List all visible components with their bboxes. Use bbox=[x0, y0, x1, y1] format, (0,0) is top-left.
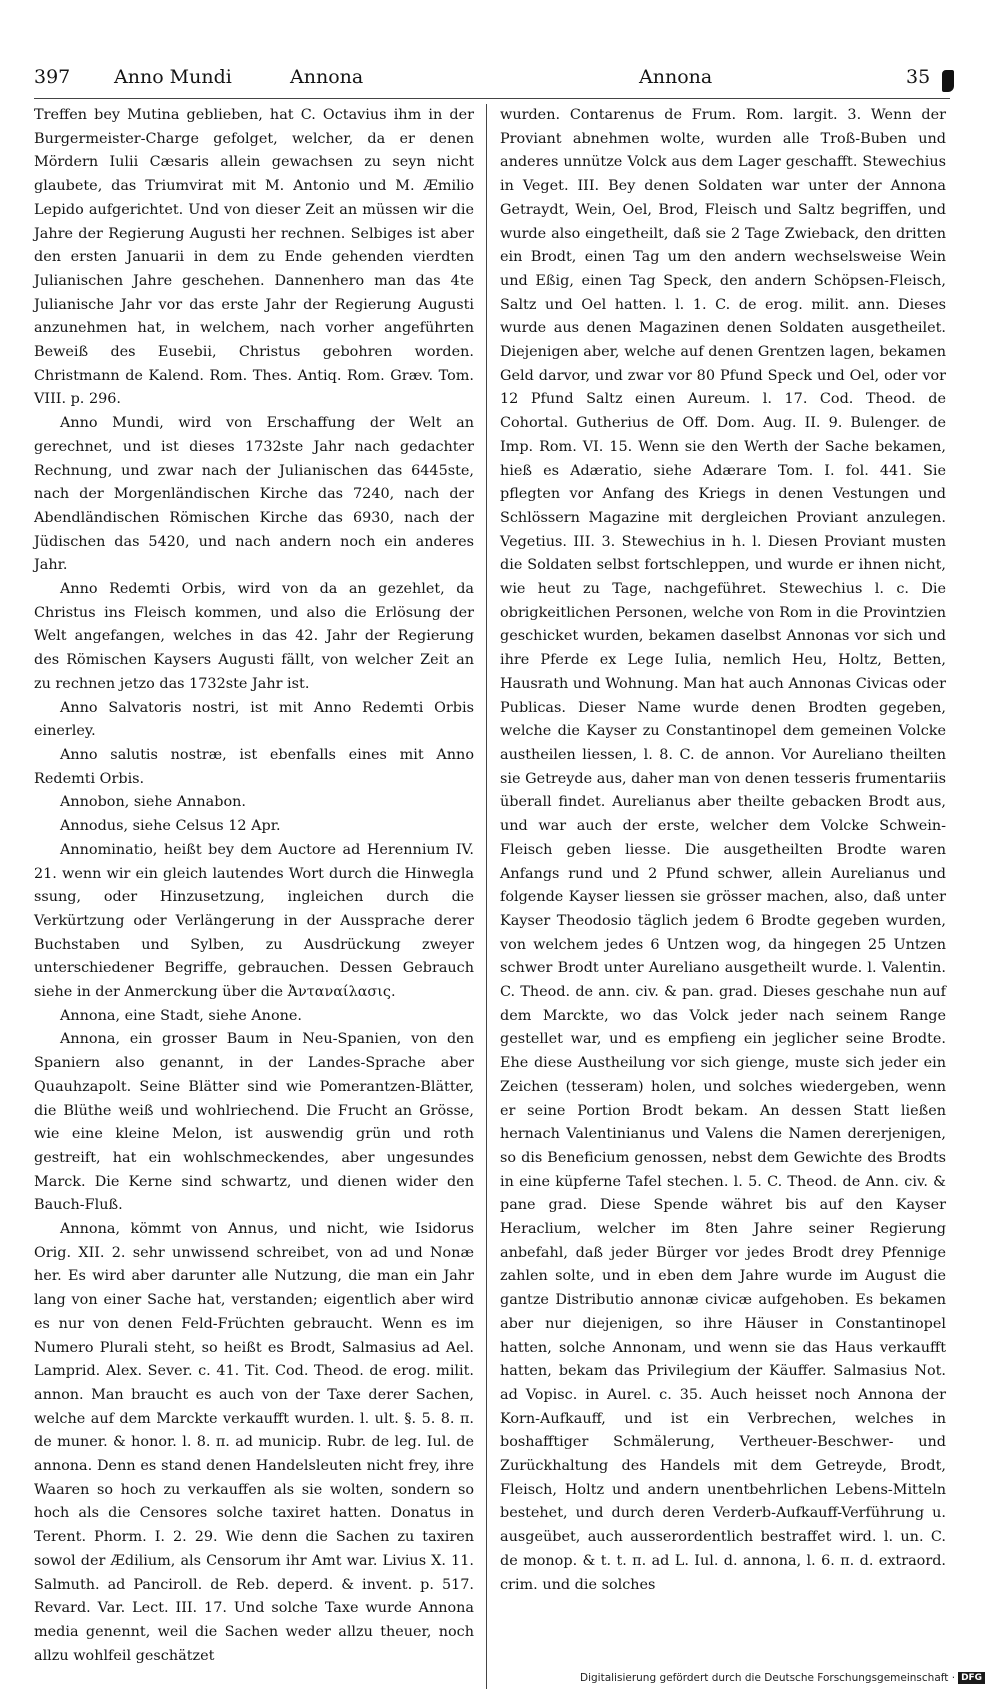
page-corner-mark bbox=[942, 70, 954, 92]
column-divider bbox=[486, 104, 487, 1689]
paragraph: Annona, ein grosser Baum in Neu-Spanien, von den Spaniern also genannt, in der Landes-Sprache aber Quauhzapolt. Seine Blätter sind wie Pomerantzen-Blätter, die Blüthe weiß und wohlriechend. Die Frucht an Grösse, wie eine kleine Melon, ist auswendig grün und roth gestreift, hat ein wohlschmeckendes, aber ungesundes Marck. Die Kerne sind schwartz, und dienen wider den Bauch-Fluß. bbox=[34, 1031, 474, 1214]
right-column bbox=[500, 104, 946, 1597]
page-number-left: 397 bbox=[34, 66, 71, 88]
dfg-logo: DFG bbox=[958, 1672, 985, 1684]
paragraph: Anno Salvatoris nostri, ist mit Anno Redemti Orbis einerley. bbox=[34, 699, 474, 740]
paragraph: Anno Redemti Orbis, wird von da an gezehlet, da Christus ins Fleisch kommen, und also die Erlösung der Welt angefangen, welches in das 42. Jahr der Regierung des Römischen Kaysers Augusti fällt, von welcher Zeit an zu rechnen jetzo das 1732ste Jahr ist. bbox=[34, 581, 474, 692]
paragraph: Treffen bey Mutina geblieben, hat C. Octavius ihm in der Burgermeister-Charge gefolget, welcher, da er denen Mördern Iulii Cæsaris allein gewachsen zu seyn nicht glaubete, das Triumvirat mit M. Antonio und M. Æmilio Lepido aufgerichtet. Und von dieser Zeit an müssen wir die Jahre der Regierung Augusti her rechnen. Selbiges ist aber den ersten Januarii in dem zu Ende gehenden vierdten Julianischen Jahre geschehen. Dannenhero man das 4te Julianische Jahr vor das erste Jahr der Regierung Augusti anzunehmen hat, in welchem, nach vorher angeführten Beweiß des Eusebii, Christus gebohren worden. Christmann de Kalend. Rom. Thes. Antiq. Rom. Græv. Tom. VIII. p. 296. bbox=[34, 107, 474, 408]
paragraph: Anno salutis nostræ, ist ebenfalls eines mit Anno Redemti Orbis. bbox=[34, 746, 474, 787]
header-rule bbox=[34, 98, 950, 99]
keyword-right: Annona bbox=[639, 66, 713, 88]
keyword-left: Annona bbox=[290, 66, 364, 88]
footer bbox=[580, 1672, 985, 1684]
running-title-left: Anno Mundi bbox=[114, 66, 232, 88]
left-column bbox=[34, 104, 474, 1668]
page-number-right: 35 bbox=[906, 66, 931, 88]
footer-text: Digitalisierung gefördert durch die Deutsche Forschungsgemeinschaft · bbox=[580, 1672, 956, 1684]
running-header bbox=[34, 66, 950, 100]
paragraph: Annominatio, heißt bey dem Auctore ad Herennium IV. 21. wenn wir ein gleich lautendes Wort durch die Hinwegla ssung, oder Hinzusetzung, ingleichen durch die Verkürtzung oder Verlängerung in der Aussprache derer Buchstaben und Sylben, zu Ausdrückung zweyer unterschiedener Begriffe, gebrauchen. Dessen Gebrauch siehe in der Anmerckung über die Ἀνταναίλασις. bbox=[34, 841, 474, 1001]
paragraph: wurden. Contarenus de Frum. Rom. largit. 3. Wenn der Proviant abnehmen wolte, wurden alle Troß-Buben und anderes unnütze Volck aus dem Lager geschafft. Stewechius in Veget. III. Bey denen Soldaten war unter der Annona Getraydt, Wein, Oel, Brod, Fleisch und Saltz begriffen, und wurde also eingetheilt, daß sie 2 Tage Zwieback, den dritten ein Brodt, einen Tag um den andern wechselsweise Wein und Eßig, einen Tag Speck, den andern Schöpsen-Fleisch, Saltz und Oel hatten. l. 1. C. de erog. milit. ann. Dieses wurde aus denen Magazinen denen Soldaten ausgetheilet. Diejenigen aber, welche auf denen Grentzen lagen, bekamen Geld darvor, und zwar vor 80 Pfund Speck und Oel, oder vor 12 Pfund Saltz einen Aureum. l. 17. Cod. Theod. de Cohortal. Gutherius de Off. Dom. Aug. II. 9. Bulenger. de Imp. Rom. VI. 15. Wenn sie den Werth der Sache bekamen, hieß es Adæratio, siehe Adærare Tom. I. fol. 441. Sie pflegten vor Anfang des Kriegs in denen Vestungen und Schlössern Magazine mit dergleichen Proviant anzulegen. Vegetius. III. 3. Stewechius in h. l. Diesen Proviant musten die Soldaten selbst fortschleppen, und wurde er ihnen nicht, wie heut zu Tage, nachgeführet. Stewechius l. c. Die obrigkeitlichen Personen, welche von Rom in die Provintzien geschicket wurden, bekamen daselbst Annonas vor sich und ihre Pferde ex Lege Iulia, nemlich Heu, Holtz, Betten, Hausrath und Wohnung. Man hat auch Annonas Civicas oder Publicas. Dieser Name wurde denen Brodten gegeben, welche die Kayser zu Constantinopel dem gemeinen Volcke austheilen liessen, l. 8. C. de annon. Vor Aureliano theilten sie Getreyde aus, daher man von denen tesseris frumentariis überall findet. Aurelianus aber theilte gebacken Brodt aus, und war auch der erste, welcher dem Volcke Schwein-Fleisch geben liesse. Die ausgetheilten Brodte waren Anfangs rund und 2 Pfund schwer, allein Aurelianus und folgende Kayser liessen sie grösser machen, also, daß unter Kayser Theodosio täglich jedem 6 Brodte gegeben wurden, von welchem jedes 6 Untzen wog, da hingegen 25 Untzen schwer Brodt unter Aureliano ausgetheilt wurde. l. Valentin. C. Theod. de ann. civ. & pan. grad. Dieses geschahe nun auf dem Marckte, wo das Volck jeder nach seinem Range gestellet war, und es empfieng ein jeglicher seine Brodte. Ehe diese Austheilung vor sich gienge, muste sich jeder ein Zeichen (tesseram) holen, und solches wiedergeben, wenn er seine Portion Brodt bekam. An dessen Statt ließen hernach Valentinianus und Valens die Namen dererjenigen, so dis Beneficium genossen, nebst dem Gewichte des Brodts in eine küpferne Tafel stechen. l. 5. C. Theod. de Ann. civ. & pane grad. Diese Spende währet bis auf den Kayser Heraclium, welcher im 8ten Jahre seiner Regierung anbefahl, daß jeder Bürger vor jedes Brodt drey Pfennige zahlen solte, und in eben dem Jahre wurde im August die gantze Distributio annonæ civicæ aufgehoben. Es bekamen aber nur diejenigen, so ihre Häuser in Constantinopel hatten, solche Annonam, und wenn sie das Haus verkaufft hatten, bekam das Privilegium der Käuffer. Salmasius Not. ad Vopisc. in Aurel. c. 35. Auch heisset noch Annona der Korn-Aufkauff, und ist ein Verbrechen, welches in boshafftiger Schmälerung, Vertheuer-Beschwer- und Zurückhaltung des Handels mit dem Getreyde, Brodt, Fleisch, Holtz und andern unentbehrlichen Lebens-Mitteln bestehet, und durch deren Verderb-Aufkauff-Verführung u. ausgeübet, auch ausserordentlich bestraffet wird. l. un. C. de monop. & t. t. π. ad L. Iul. d. annona, l. 6. π. d. extraord. crim. und die solches bbox=[500, 107, 946, 1593]
paragraph: Anno Mundi, wird von Erschaffung der Welt an gerechnet, und ist dieses 1732ste Jahr nach gedachter Rechnung, und zwar nach der Julianischen das 6445ste, nach der Morgenländischen Kirche das 7240, nach der Abendländischen Römischen Kirche das 6930, nach der Jüdischen das 5420, und nach andern noch ein anderes Jahr. bbox=[34, 415, 474, 574]
paragraph: Annona, kömmt von Annus, und nicht, wie Isidorus Orig. XII. 2. sehr unwissend schreibet, von ad und Nonæ her. Es wird aber darunter alle Nutzung, die man ein Jahr lang von einer Sache hat, verstanden; eigentlich aber wird es nur von denen Feld-Früchten gebraucht. Wenn es im Numero Plurali steht, so heißt es Brodt, Salmasius ad Ael. Lamprid. Alex. Sever. c. 41. Tit. Cod. Theod. de erog. milit. annon. Man braucht es auch von der Taxe derer Sachen, welche auf dem Marckte verkaufft wurden. l. ult. §. 5. 8. π. de muner. & honor. l. 8. π. ad municip. Rubr. de leg. Iul. de annona. Denn es stand denen Handelsleuten nicht frey, ihre Waaren so hoch zu verkauffen als sie wolten, sondern so hoch als die Censores solche taxiret hatten. Donatus in Terent. Phorm. I. 2. 29. Wie denn die Sachen zu taxiren sowol der Ædilium, als Censorum ihr Amt war. Livius X. 11. Salmuth. ad Panciroll. de Reb. deperd. & invent. p. 517. Revard. Var. Lect. III. 17. Und solche Taxe wurde Annona media genennt, weil die Sachen weder allzu theuer, noch allzu wohlfeil geschätzet bbox=[34, 1221, 474, 1664]
paragraph: Annodus, siehe Celsus 12 Apr. bbox=[60, 818, 281, 835]
paragraph: Annobon, siehe Annabon. bbox=[60, 794, 246, 811]
paragraph: Annona, eine Stadt, siehe Anone. bbox=[60, 1007, 302, 1024]
